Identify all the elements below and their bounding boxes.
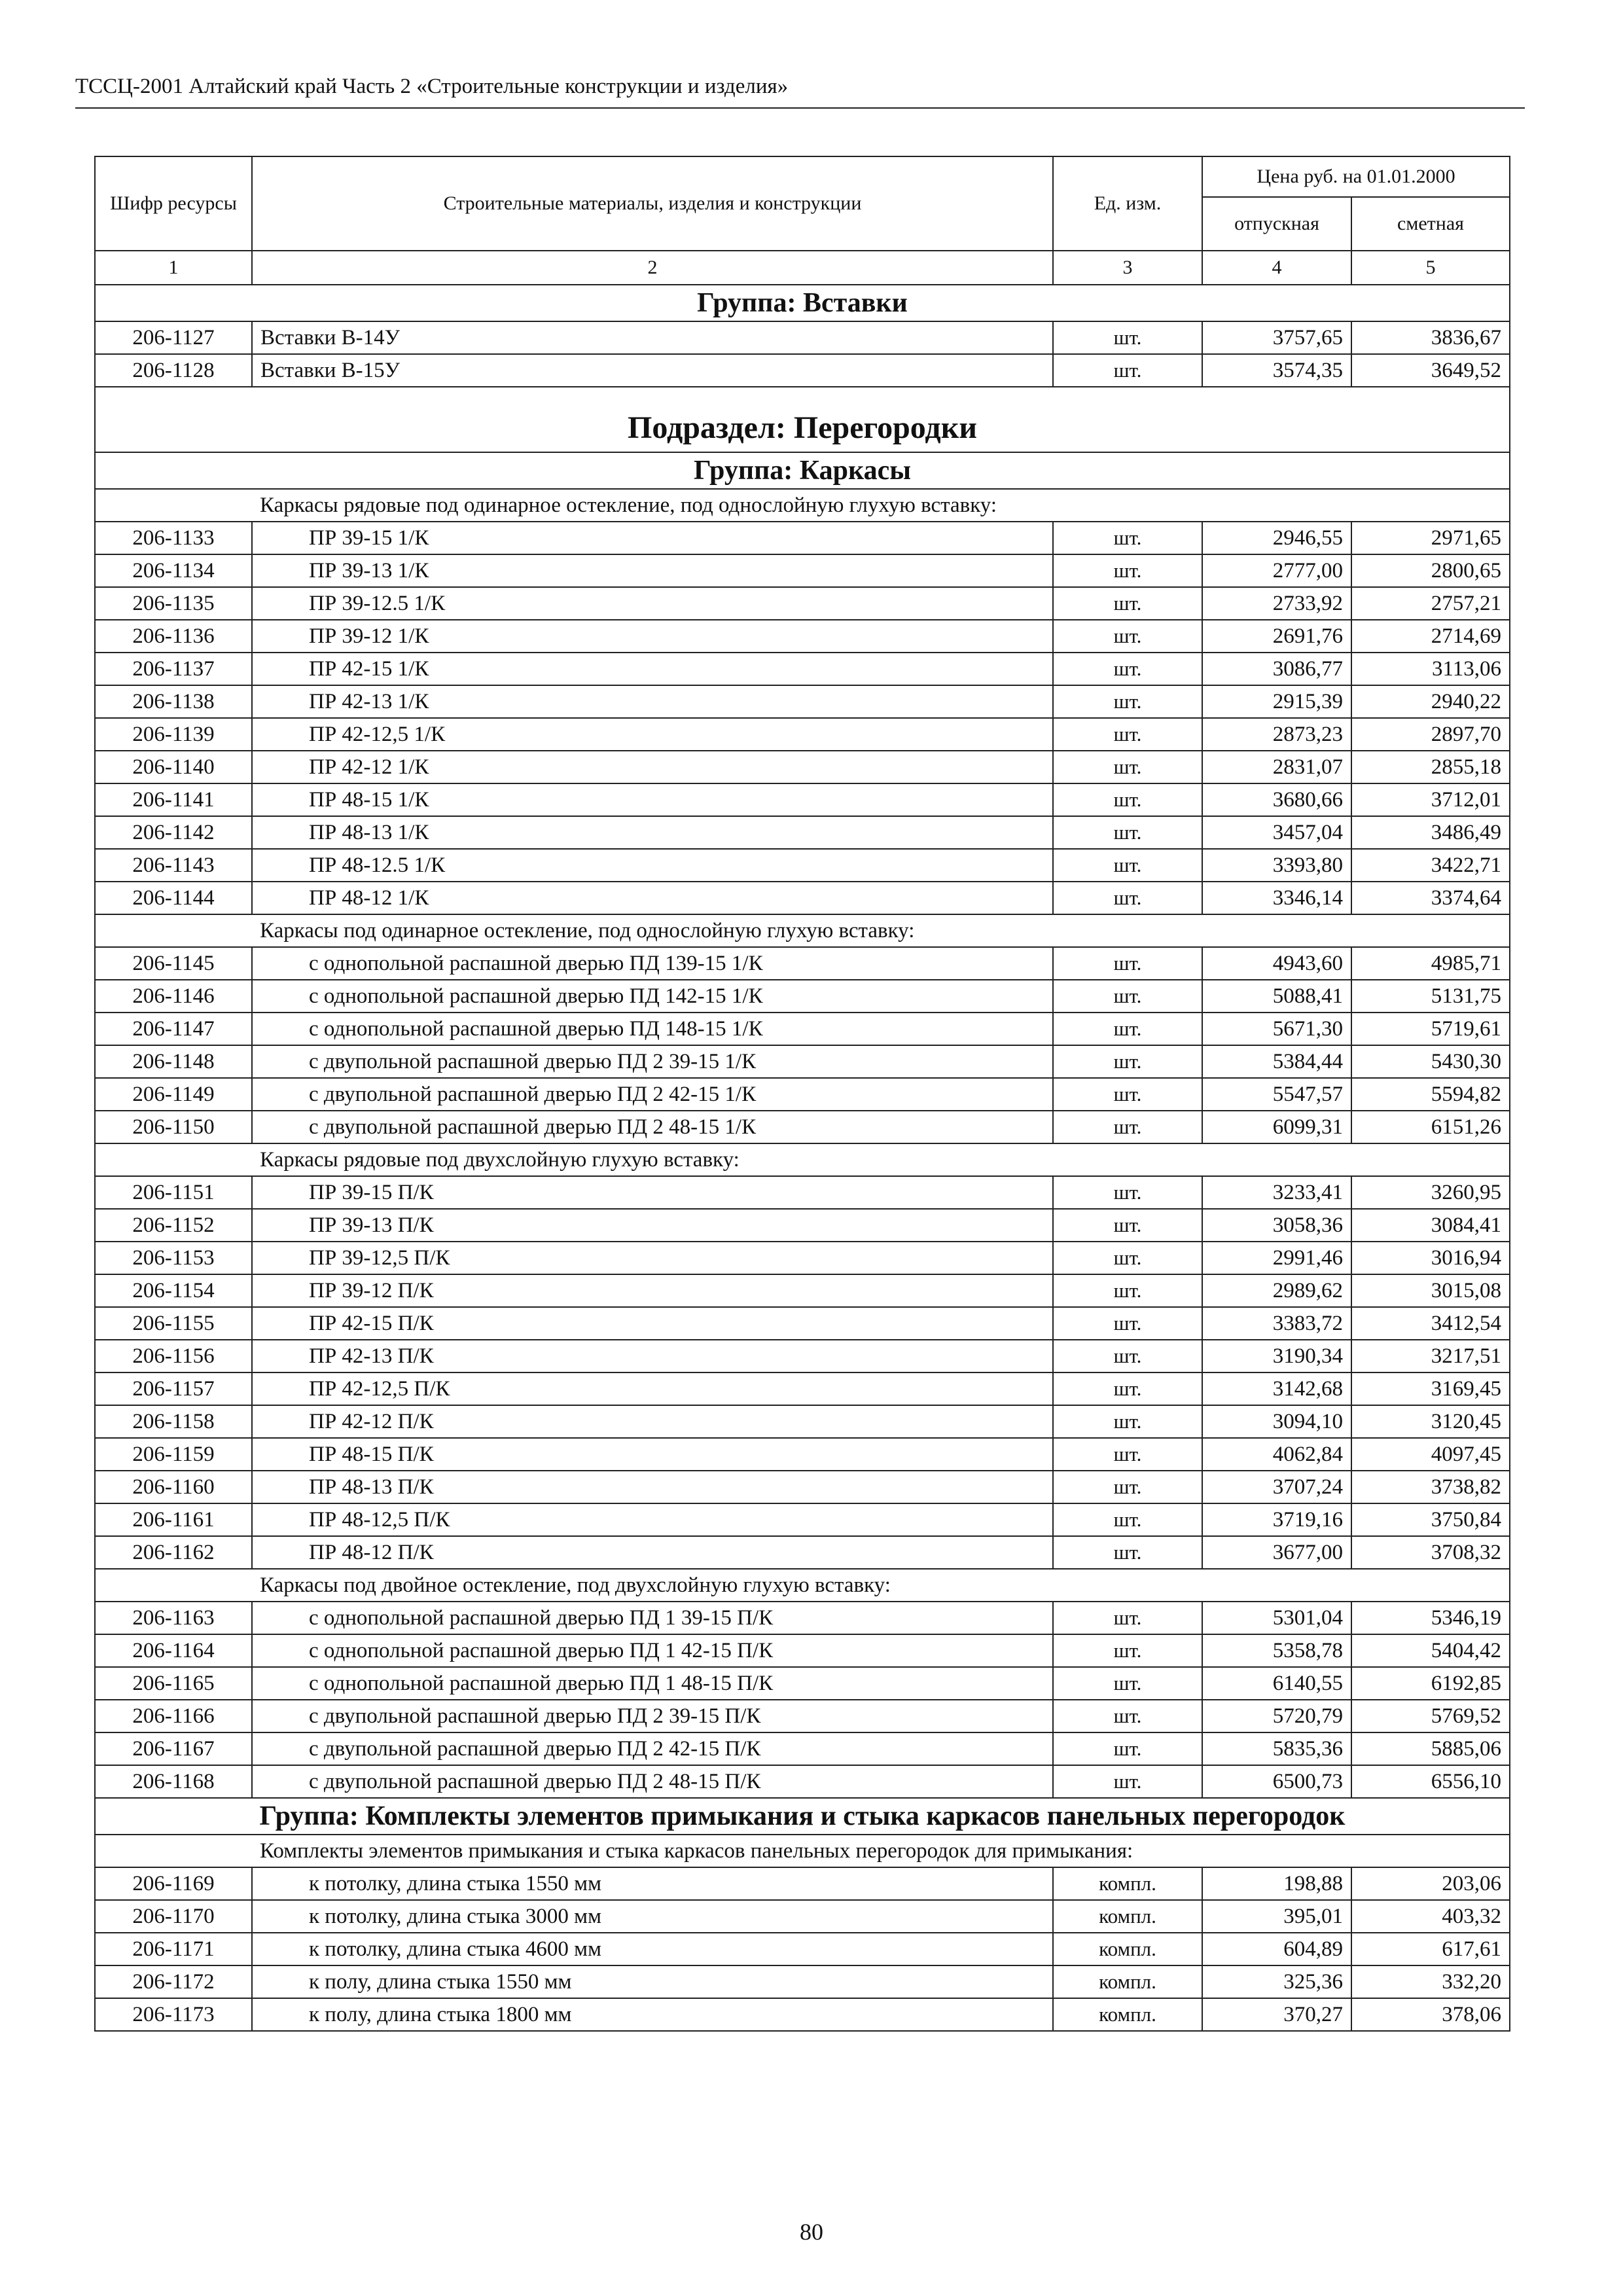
resource-code: 206-1151 [95, 1176, 252, 1209]
estimate-price: 3738,82 [1351, 1471, 1510, 1503]
table-row [95, 1536, 1510, 1569]
estimate-price: 617,61 [1351, 1933, 1510, 1965]
estimate-price: 3412,54 [1351, 1307, 1510, 1340]
release-price: 2733,92 [1202, 587, 1351, 620]
estimate-price: 2800,65 [1351, 554, 1510, 587]
category-title: Каркасы рядовые под одинарное остекление, под однослойную глухую вставку: [252, 489, 1510, 522]
unit-of-measure: шт. [1053, 1700, 1202, 1732]
unit-of-measure: шт. [1053, 1503, 1202, 1536]
category-spacer-cell [95, 1835, 252, 1867]
column-number: 1 [95, 251, 252, 285]
material-name: ПР 39-12 1/К [252, 620, 1053, 653]
resource-code: 206-1172 [95, 1965, 252, 1998]
unit-of-measure: шт. [1053, 882, 1202, 914]
column-header-unit: Ед. изм. [1053, 156, 1202, 251]
resource-code: 206-1152 [95, 1209, 252, 1242]
estimate-price: 5885,06 [1351, 1732, 1510, 1765]
category-spacer-cell [95, 1143, 252, 1176]
resource-code: 206-1166 [95, 1700, 252, 1732]
release-price: 395,01 [1202, 1900, 1351, 1933]
material-name: к потолку, длина стыка 4600 мм [252, 1933, 1053, 1965]
material-name: ПР 48-12 П/К [252, 1536, 1053, 1569]
release-price: 198,88 [1202, 1867, 1351, 1900]
category-row [95, 489, 1510, 522]
table-row [95, 1471, 1510, 1503]
release-price: 5835,36 [1202, 1732, 1351, 1765]
estimate-price: 3120,45 [1351, 1405, 1510, 1438]
resource-code: 206-1144 [95, 882, 252, 914]
estimate-price: 5404,42 [1351, 1634, 1510, 1667]
material-name: ПР 42-12,5 1/К [252, 718, 1053, 751]
estimate-price: 6556,10 [1351, 1765, 1510, 1798]
resource-code: 206-1169 [95, 1867, 252, 1900]
estimate-price: 203,06 [1351, 1867, 1510, 1900]
estimate-price: 6192,85 [1351, 1667, 1510, 1700]
release-price: 3707,24 [1202, 1471, 1351, 1503]
release-price: 3346,14 [1202, 882, 1351, 914]
unit-of-measure: шт. [1053, 685, 1202, 718]
unit-of-measure: шт. [1053, 1634, 1202, 1667]
table-row [95, 1111, 1510, 1143]
table-row [95, 1078, 1510, 1111]
unit-of-measure: шт. [1053, 1111, 1202, 1143]
estimate-price: 3750,84 [1351, 1503, 1510, 1536]
unit-of-measure: компл. [1053, 1900, 1202, 1933]
estimate-price: 3708,32 [1351, 1536, 1510, 1569]
unit-of-measure: компл. [1053, 1965, 1202, 1998]
estimate-price: 6151,26 [1351, 1111, 1510, 1143]
unit-of-measure: шт. [1053, 1471, 1202, 1503]
resource-code: 206-1161 [95, 1503, 252, 1536]
unit-of-measure: шт. [1053, 587, 1202, 620]
table-row [95, 620, 1510, 653]
table-head [95, 156, 1510, 285]
unit-of-measure: шт. [1053, 1536, 1202, 1569]
material-name: ПР 39-15 П/К [252, 1176, 1053, 1209]
resource-code: 206-1173 [95, 1998, 252, 2031]
resource-code: 206-1162 [95, 1536, 252, 1569]
document-title: ТССЦ-2001 Алтайский край Часть 2 «Строительные конструкции и изделия» [75, 75, 789, 98]
category-title: Комплекты элементов примыкания и стыка каркасов панельных перегородок для примыкания: [252, 1835, 1510, 1867]
release-price: 3233,41 [1202, 1176, 1351, 1209]
group-title: Группа: Комплекты элементов примыкания и стыка каркасов панельных перегородок [95, 1798, 1510, 1835]
release-price: 3058,36 [1202, 1209, 1351, 1242]
material-name: с однопольной распашной дверью ПД 1 42-15 П/К [252, 1634, 1053, 1667]
resource-code: 206-1147 [95, 1013, 252, 1045]
unit-of-measure: шт. [1053, 1013, 1202, 1045]
resource-code: 206-1127 [95, 321, 252, 354]
resource-code: 206-1158 [95, 1405, 252, 1438]
unit-of-measure: шт. [1053, 718, 1202, 751]
column-number: 3 [1053, 251, 1202, 285]
material-name: ПР 48-13 1/К [252, 816, 1053, 849]
resource-code: 206-1167 [95, 1732, 252, 1765]
resource-code: 206-1168 [95, 1765, 252, 1798]
release-price: 5720,79 [1202, 1700, 1351, 1732]
group-title: Группа: Вставки [95, 285, 1510, 321]
unit-of-measure: шт. [1053, 653, 1202, 685]
unit-of-measure: шт. [1053, 751, 1202, 783]
table-row [95, 1998, 1510, 2031]
table-row [95, 1372, 1510, 1405]
table-row [95, 1274, 1510, 1307]
release-price: 5301,04 [1202, 1602, 1351, 1634]
resource-code: 206-1171 [95, 1933, 252, 1965]
material-name: ПР 48-12 1/К [252, 882, 1053, 914]
resource-code: 206-1170 [95, 1900, 252, 1933]
material-name: ПР 42-13 П/К [252, 1340, 1053, 1372]
estimate-price: 5769,52 [1351, 1700, 1510, 1732]
resource-code: 206-1159 [95, 1438, 252, 1471]
resource-code: 206-1141 [95, 783, 252, 816]
resource-code: 206-1148 [95, 1045, 252, 1078]
unit-of-measure: компл. [1053, 1933, 1202, 1965]
material-name: с однопольной распашной дверью ПД 148-15 1/К [252, 1013, 1053, 1045]
estimate-price: 3169,45 [1351, 1372, 1510, 1405]
category-row [95, 1143, 1510, 1176]
material-name: с однопольной распашной дверью ПД 1 39-15 П/К [252, 1602, 1053, 1634]
release-price: 3457,04 [1202, 816, 1351, 849]
resource-code: 206-1142 [95, 816, 252, 849]
table-row [95, 587, 1510, 620]
unit-of-measure: шт. [1053, 1405, 1202, 1438]
material-name: ПР 42-15 1/К [252, 653, 1053, 685]
unit-of-measure: шт. [1053, 1438, 1202, 1471]
resource-code: 206-1160 [95, 1471, 252, 1503]
estimate-price: 332,20 [1351, 1965, 1510, 1998]
resource-code: 206-1143 [95, 849, 252, 882]
material-name: ПР 42-12 1/К [252, 751, 1053, 783]
resource-code: 206-1136 [95, 620, 252, 653]
estimate-price: 3486,49 [1351, 816, 1510, 849]
category-row [95, 1835, 1510, 1867]
estimate-price: 3015,08 [1351, 1274, 1510, 1307]
material-name: ПР 39-12.5 1/К [252, 587, 1053, 620]
unit-of-measure: шт. [1053, 783, 1202, 816]
estimate-price: 3260,95 [1351, 1176, 1510, 1209]
unit-of-measure: шт. [1053, 1667, 1202, 1700]
group-heading-row [95, 285, 1510, 321]
resource-code: 206-1137 [95, 653, 252, 685]
table-row [95, 1667, 1510, 1700]
group-title: Группа: Каркасы [95, 452, 1510, 489]
estimate-price: 2855,18 [1351, 751, 1510, 783]
table-row [95, 1242, 1510, 1274]
material-name: ПР 39-13 П/К [252, 1209, 1053, 1242]
estimate-price: 5594,82 [1351, 1078, 1510, 1111]
material-name: ПР 42-12,5 П/К [252, 1372, 1053, 1405]
table-row [95, 321, 1510, 354]
resource-code: 206-1155 [95, 1307, 252, 1340]
material-name: ПР 48-15 1/К [252, 783, 1053, 816]
release-price: 325,36 [1202, 1965, 1351, 1998]
table-row [95, 522, 1510, 554]
table-row [95, 1634, 1510, 1667]
release-price: 3094,10 [1202, 1405, 1351, 1438]
material-name: ПР 48-13 П/К [252, 1471, 1053, 1503]
category-spacer-cell [95, 489, 252, 522]
table-row [95, 1307, 1510, 1340]
release-price: 3086,77 [1202, 653, 1351, 685]
resource-code: 206-1165 [95, 1667, 252, 1700]
material-name: ПР 42-12 П/К [252, 1405, 1053, 1438]
table-row [95, 1176, 1510, 1209]
release-price: 3677,00 [1202, 1536, 1351, 1569]
resource-code: 206-1135 [95, 587, 252, 620]
column-header-release: отпускная [1202, 197, 1351, 251]
resource-code: 206-1163 [95, 1602, 252, 1634]
estimate-price: 5131,75 [1351, 980, 1510, 1013]
table-row [95, 882, 1510, 914]
release-price: 6140,55 [1202, 1667, 1351, 1700]
table-row [95, 1732, 1510, 1765]
resource-code: 206-1150 [95, 1111, 252, 1143]
table-row [95, 685, 1510, 718]
table-row [95, 1602, 1510, 1634]
release-price: 4062,84 [1202, 1438, 1351, 1471]
material-name: с двупольной распашной дверью ПД 2 39-15 1/К [252, 1045, 1053, 1078]
material-name: с однопольной распашной дверью ПД 142-15 1/К [252, 980, 1053, 1013]
table-row [95, 980, 1510, 1013]
estimate-price: 3084,41 [1351, 1209, 1510, 1242]
table-row [95, 1013, 1510, 1045]
table-row [95, 1045, 1510, 1078]
price-table [94, 156, 1510, 2032]
unit-of-measure: шт. [1053, 1176, 1202, 1209]
estimate-price: 4985,71 [1351, 947, 1510, 980]
release-price: 5358,78 [1202, 1634, 1351, 1667]
table-row [95, 1965, 1510, 1998]
column-number: 5 [1351, 251, 1510, 285]
estimate-price: 5346,19 [1351, 1602, 1510, 1634]
table-row [95, 653, 1510, 685]
release-price: 3680,66 [1202, 783, 1351, 816]
estimate-price: 4097,45 [1351, 1438, 1510, 1471]
material-name: ПР 39-15 1/К [252, 522, 1053, 554]
material-name: с двупольной распашной дверью ПД 2 48-15 1/К [252, 1111, 1053, 1143]
category-title: Каркасы рядовые под двухслойную глухую вставку: [252, 1143, 1510, 1176]
estimate-price: 2971,65 [1351, 522, 1510, 554]
table-row [95, 1867, 1510, 1900]
release-price: 2691,76 [1202, 620, 1351, 653]
release-price: 3393,80 [1202, 849, 1351, 882]
table-row [95, 1438, 1510, 1471]
resource-code: 206-1164 [95, 1634, 252, 1667]
column-header-code: Шифр ресурсы [95, 156, 252, 251]
material-name: ПР 48-12,5 П/К [252, 1503, 1053, 1536]
estimate-price: 3649,52 [1351, 354, 1510, 387]
release-price: 5384,44 [1202, 1045, 1351, 1078]
material-name: ПР 39-12 П/К [252, 1274, 1053, 1307]
estimate-price: 2897,70 [1351, 718, 1510, 751]
unit-of-measure: шт. [1053, 1372, 1202, 1405]
category-row [95, 1569, 1510, 1602]
material-name: к потолку, длина стыка 1550 мм [252, 1867, 1053, 1900]
unit-of-measure: шт. [1053, 554, 1202, 587]
column-number: 4 [1202, 251, 1351, 285]
material-name: Вставки В-14У [252, 321, 1053, 354]
estimate-price: 5719,61 [1351, 1013, 1510, 1045]
page-number: 80 [800, 2219, 823, 2245]
estimate-price: 2757,21 [1351, 587, 1510, 620]
table-row [95, 849, 1510, 882]
estimate-price: 403,32 [1351, 1900, 1510, 1933]
table-row [95, 1340, 1510, 1372]
estimate-price: 3217,51 [1351, 1340, 1510, 1372]
material-name: с однопольной распашной дверью ПД 1 48-15 П/К [252, 1667, 1053, 1700]
unit-of-measure: шт. [1053, 1307, 1202, 1340]
material-name: ПР 39-12,5 П/К [252, 1242, 1053, 1274]
material-name: к потолку, длина стыка 3000 мм [252, 1900, 1053, 1933]
material-name: с двупольной распашной дверью ПД 2 42-15 П/К [252, 1732, 1053, 1765]
column-header-name: Строительные материалы, изделия и конструкции [252, 156, 1053, 251]
release-price: 2989,62 [1202, 1274, 1351, 1307]
unit-of-measure: шт. [1053, 849, 1202, 882]
material-name: к полу, длина стыка 1800 мм [252, 1998, 1053, 2031]
unit-of-measure: шт. [1053, 980, 1202, 1013]
estimate-price: 3374,64 [1351, 882, 1510, 914]
column-header-estimate: сметная [1351, 197, 1510, 251]
release-price: 2991,46 [1202, 1242, 1351, 1274]
table-row [95, 554, 1510, 587]
resource-code: 206-1138 [95, 685, 252, 718]
estimate-price: 3422,71 [1351, 849, 1510, 882]
table-row [95, 1700, 1510, 1732]
table-row [95, 1405, 1510, 1438]
group-heading-row [95, 1798, 1510, 1835]
table-row [95, 947, 1510, 980]
resource-code: 206-1153 [95, 1242, 252, 1274]
material-name: с двупольной распашной дверью ПД 2 42-15 1/К [252, 1078, 1053, 1111]
estimate-price: 3113,06 [1351, 653, 1510, 685]
column-header-price: Цена руб. на 01.01.2000 [1202, 156, 1510, 197]
unit-of-measure: шт. [1053, 1274, 1202, 1307]
column-number: 2 [252, 251, 1053, 285]
release-price: 2831,07 [1202, 751, 1351, 783]
release-price: 5671,30 [1202, 1013, 1351, 1045]
unit-of-measure: компл. [1053, 1867, 1202, 1900]
material-name: ПР 42-13 1/К [252, 685, 1053, 718]
release-price: 3574,35 [1202, 354, 1351, 387]
material-name: с двупольной распашной дверью ПД 2 48-15 П/К [252, 1765, 1053, 1798]
resource-code: 206-1145 [95, 947, 252, 980]
material-name: ПР 48-12.5 1/К [252, 849, 1053, 882]
subsection-heading-row [95, 387, 1510, 452]
estimate-price: 2940,22 [1351, 685, 1510, 718]
category-spacer-cell [95, 1569, 252, 1602]
page-header [75, 73, 1525, 109]
release-price: 2873,23 [1202, 718, 1351, 751]
resource-code: 206-1134 [95, 554, 252, 587]
resource-code: 206-1149 [95, 1078, 252, 1111]
release-price: 3383,72 [1202, 1307, 1351, 1340]
table-row [95, 1765, 1510, 1798]
category-title: Каркасы под одинарное остекление, под однослойную глухую вставку: [252, 914, 1510, 947]
unit-of-measure: шт. [1053, 1078, 1202, 1111]
resource-code: 206-1140 [95, 751, 252, 783]
category-row [95, 914, 1510, 947]
material-name: с двупольной распашной дверью ПД 2 39-15 П/К [252, 1700, 1053, 1732]
release-price: 604,89 [1202, 1933, 1351, 1965]
material-name: с однопольной распашной дверью ПД 139-15 1/К [252, 947, 1053, 980]
release-price: 2777,00 [1202, 554, 1351, 587]
unit-of-measure: шт. [1053, 1732, 1202, 1765]
unit-of-measure: компл. [1053, 1998, 1202, 2031]
resource-code: 206-1156 [95, 1340, 252, 1372]
release-price: 3142,68 [1202, 1372, 1351, 1405]
unit-of-measure: шт. [1053, 522, 1202, 554]
release-price: 2946,55 [1202, 522, 1351, 554]
release-price: 6099,31 [1202, 1111, 1351, 1143]
unit-of-measure: шт. [1053, 354, 1202, 387]
estimate-price: 3712,01 [1351, 783, 1510, 816]
resource-code: 206-1133 [95, 522, 252, 554]
category-spacer-cell [95, 914, 252, 947]
estimate-price: 2714,69 [1351, 620, 1510, 653]
resource-code: 206-1154 [95, 1274, 252, 1307]
table-row [95, 718, 1510, 751]
table-row [95, 354, 1510, 387]
unit-of-measure: шт. [1053, 1045, 1202, 1078]
release-price: 2915,39 [1202, 685, 1351, 718]
table-row [95, 1933, 1510, 1965]
unit-of-measure: шт. [1053, 947, 1202, 980]
material-name: к полу, длина стыка 1550 мм [252, 1965, 1053, 1998]
release-price: 3719,16 [1202, 1503, 1351, 1536]
unit-of-measure: шт. [1053, 1209, 1202, 1242]
unit-of-measure: шт. [1053, 1765, 1202, 1798]
resource-code: 206-1128 [95, 354, 252, 387]
estimate-price: 5430,30 [1351, 1045, 1510, 1078]
release-price: 5088,41 [1202, 980, 1351, 1013]
subsection-title: Подраздел: Перегородки [95, 387, 1510, 452]
release-price: 4943,60 [1202, 947, 1351, 980]
group-heading-row [95, 452, 1510, 489]
release-price: 3757,65 [1202, 321, 1351, 354]
material-name: ПР 48-15 П/К [252, 1438, 1053, 1471]
table-row [95, 816, 1510, 849]
table-body [95, 285, 1510, 2031]
release-price: 370,27 [1202, 1998, 1351, 2031]
material-name: Вставки В-15У [252, 354, 1053, 387]
unit-of-measure: шт. [1053, 1242, 1202, 1274]
unit-of-measure: шт. [1053, 816, 1202, 849]
resource-code: 206-1139 [95, 718, 252, 751]
release-price: 3190,34 [1202, 1340, 1351, 1372]
estimate-price: 3016,94 [1351, 1242, 1510, 1274]
table-row [95, 1900, 1510, 1933]
unit-of-measure: шт. [1053, 620, 1202, 653]
release-price: 6500,73 [1202, 1765, 1351, 1798]
table-row [95, 783, 1510, 816]
resource-code: 206-1157 [95, 1372, 252, 1405]
material-name: ПР 42-15 П/К [252, 1307, 1053, 1340]
table-row [95, 1503, 1510, 1536]
release-price: 5547,57 [1202, 1078, 1351, 1111]
resource-code: 206-1146 [95, 980, 252, 1013]
unit-of-measure: шт. [1053, 1340, 1202, 1372]
table-row [95, 751, 1510, 783]
category-title: Каркасы под двойное остекление, под двухслойную глухую вставку: [252, 1569, 1510, 1602]
unit-of-measure: шт. [1053, 321, 1202, 354]
estimate-price: 378,06 [1351, 1998, 1510, 2031]
unit-of-measure: шт. [1053, 1602, 1202, 1634]
material-name: ПР 39-13 1/К [252, 554, 1053, 587]
table-row [95, 1209, 1510, 1242]
estimate-price: 3836,67 [1351, 321, 1510, 354]
